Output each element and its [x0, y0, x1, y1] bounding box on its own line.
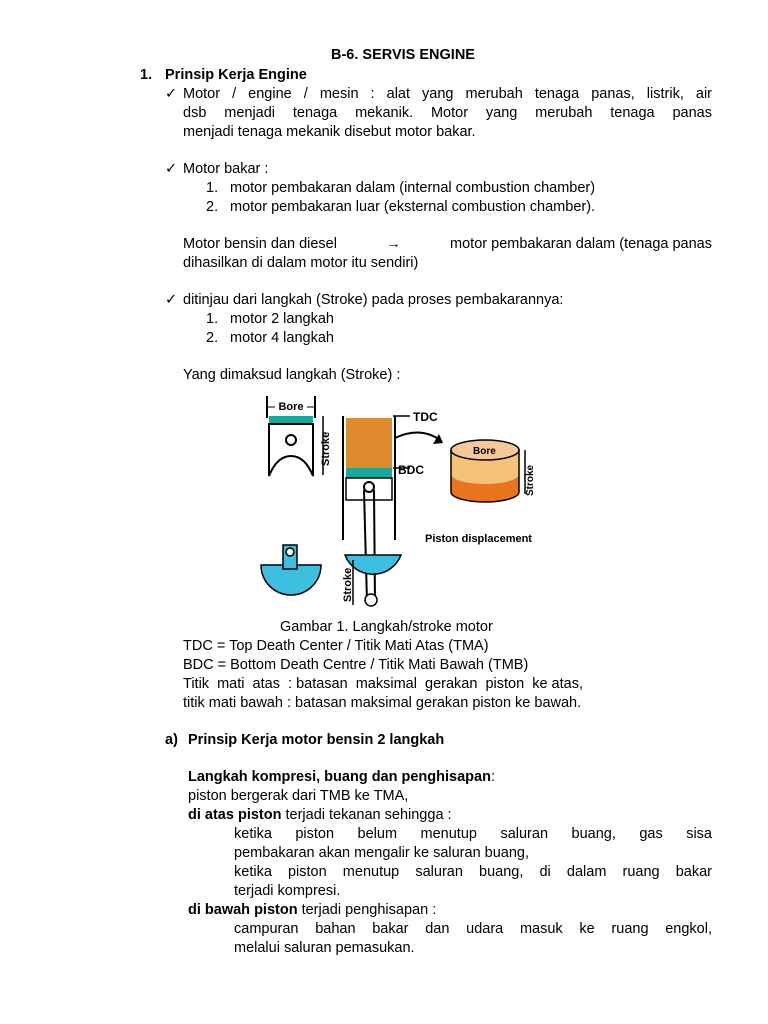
definition-line: Titik mati atas : batasan maksimal gerakan piston ke atas,: [183, 676, 583, 692]
below-piston-label: di bawah piston: [188, 902, 298, 918]
list-number: 1.: [206, 311, 219, 327]
section-heading: Prinsip Kerja Engine: [165, 67, 307, 83]
definition-line: BDC = Bottom Death Centre / Titik Mati Bawah (TMB): [183, 657, 529, 673]
arrow-curve-icon: [395, 432, 440, 440]
definition-line: TDC = Top Death Center / Titik Mati Atas (TMA): [183, 638, 489, 654]
paragraph-line: Motor / engine / mesin : alat yang merubah tenaga panas, listrik, air: [183, 86, 712, 102]
paragraph-line: pembakaran akan mengalir ke saluran buang,: [234, 845, 530, 861]
sub-heading: [188, 768, 495, 787]
list-number: 2.: [206, 330, 219, 346]
sub-heading-suffix: :: [490, 769, 495, 785]
bullet-text: Motor bakar :: [183, 161, 269, 177]
figure-caption: Gambar 1. Langkah/stroke motor: [280, 619, 493, 635]
paragraph-line: ketika piston menutup saluran buang, di dalam ruang bakar: [234, 864, 712, 880]
document-title: B-6. SERVIS ENGINE: [331, 47, 475, 63]
list-number: 2.: [206, 199, 219, 215]
piston-displacement-label: Piston displacement: [425, 533, 532, 545]
check-icon: ✓: [165, 161, 178, 177]
section-number: 1.: [140, 67, 153, 83]
bdc-label: BDC: [398, 463, 424, 477]
below-piston-text: terjadi penghisapan :: [297, 902, 437, 918]
paragraph-fragment: motor pembakaran dalam (tenaga panas: [450, 236, 712, 252]
paragraph-line: [188, 806, 452, 825]
paragraph-line: piston bergerak dari TMB ke TMA,: [188, 788, 409, 804]
bore-label-cylinder: Bore: [473, 446, 496, 457]
arrow-head-icon: [433, 434, 443, 444]
paragraph-line: dihasilkan di dalam motor itu sendiri): [183, 255, 419, 271]
definition-line: titik mati bawah : batasan maksimal gerakan piston ke bawah.: [183, 695, 582, 711]
list-item: motor 4 langkah: [230, 330, 334, 346]
check-icon: ✓: [165, 292, 178, 308]
sub-heading-text: Langkah kompresi, buang dan penghisapan: [188, 769, 491, 785]
stroke-diagram: [255, 390, 555, 615]
subsection-heading: Prinsip Kerja motor bensin 2 langkah: [188, 732, 445, 748]
subsection-label: a): [165, 732, 178, 748]
stroke-label: Stroke: [320, 431, 332, 466]
tdc-label: TDC: [413, 410, 438, 424]
paragraph-line: [188, 901, 436, 920]
paragraph-line: ketika piston belum menutup saluran buang, gas sisa: [234, 826, 712, 842]
stroke-label-cylinder: Stroke: [525, 464, 536, 496]
bore-label: Bore: [278, 401, 304, 413]
arrow-right-icon: →: [386, 236, 401, 252]
above-piston-text: terjadi tekanan sehingga :: [281, 807, 452, 823]
check-icon: ✓: [165, 86, 178, 102]
paragraph-line: terjadi kompresi.: [234, 883, 341, 899]
list-item: motor pembakaran dalam (internal combustion chamber): [230, 180, 596, 196]
paragraph-fragment: Motor bensin dan diesel: [183, 236, 337, 252]
paragraph-line: campuran bahan bakar dan udara masuk ke ruang engkol,: [234, 921, 712, 937]
list-item: motor pembakaran luar (eksternal combustion chamber).: [230, 199, 596, 215]
paragraph-line: [183, 235, 712, 254]
displacement-cylinder: [425, 440, 536, 545]
piston-left-figure: [261, 396, 332, 595]
paragraph-line: Yang dimaksud langkah (Stroke) :: [183, 367, 401, 383]
bullet-text: ditinjau dari langkah (Stroke) pada proses pembakarannya:: [183, 292, 564, 308]
paragraph-line: menjadi tenaga mekanik disebut motor bakar.: [183, 124, 476, 140]
stroke-label-lower: Stroke: [342, 567, 354, 602]
paragraph-line: dsb menjadi tenaga mekanik. Motor yang merubah tenaga panas: [183, 105, 712, 121]
list-number: 1.: [206, 180, 219, 196]
paragraph-line: melalui saluran pemasukan.: [234, 940, 415, 956]
above-piston-label: di atas piston: [188, 807, 282, 823]
piston-middle-figure: [342, 410, 438, 606]
list-item: motor 2 langkah: [230, 311, 334, 327]
